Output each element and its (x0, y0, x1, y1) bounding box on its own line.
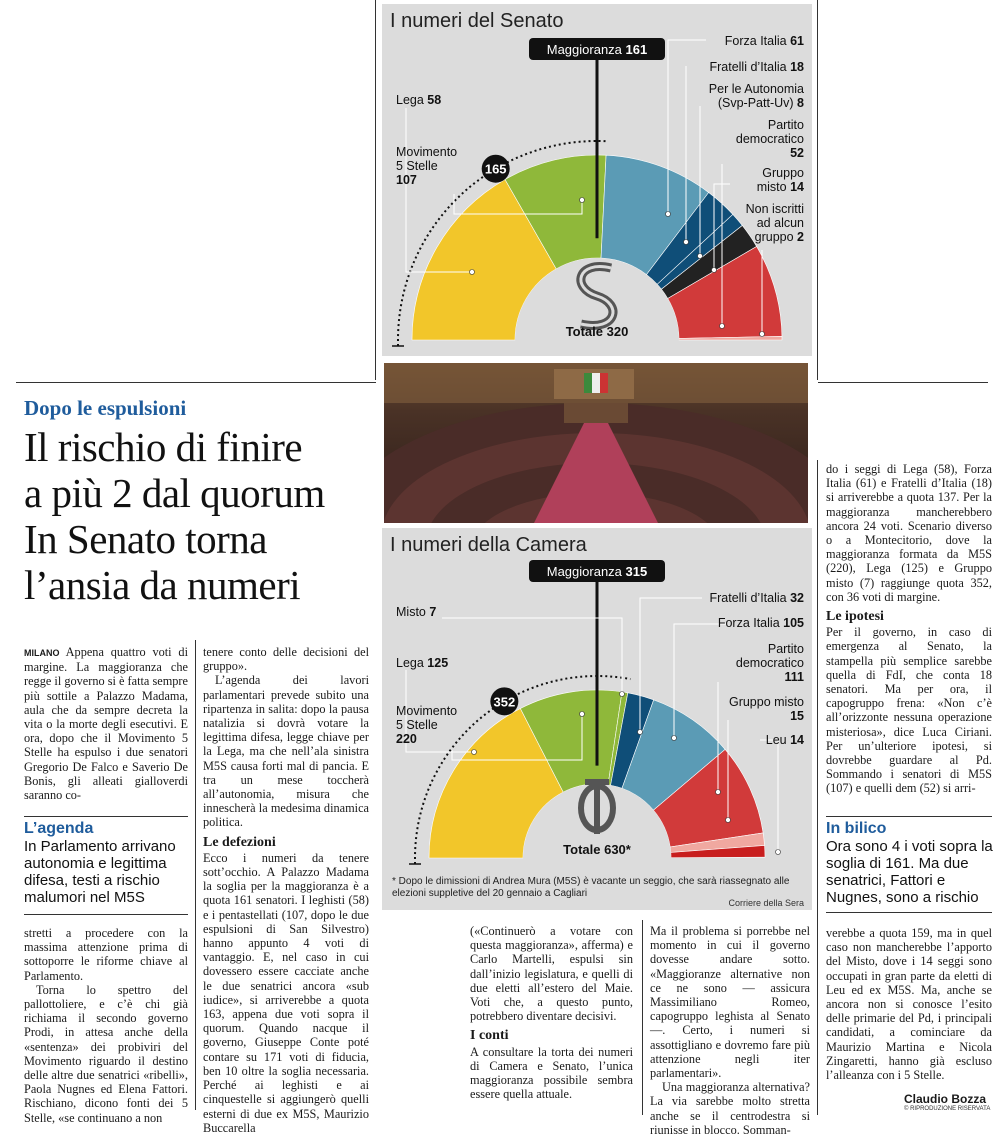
label-text: Fratelli d’Italia (709, 60, 787, 74)
camera-chart-title: I numeri della Camera (390, 534, 587, 556)
column-rule (195, 640, 196, 1110)
leader-line (442, 618, 622, 694)
label-gruppo-misto (729, 695, 804, 723)
leader-dot (620, 692, 625, 697)
leader-dot (684, 240, 689, 245)
leader-dot (726, 818, 731, 823)
label-leu (766, 733, 804, 747)
label-value: 220 (396, 732, 417, 746)
box-rule (24, 914, 188, 915)
majority-value: 161 (625, 42, 648, 57)
byline: Claudio Bozza (904, 1092, 987, 1106)
copyright-notice: © RIPRODUZIONE RISERVATA (904, 1106, 991, 1112)
label-value: 7 (429, 605, 437, 619)
label-pd (736, 118, 804, 160)
body-paragraph: verebbe a quota 159, ma in quel caso non mancherebbe l’apporto del Misto, dove i 14 seggi sono occupati in gran parte da eletti di Leu ed ex M5S. Ma, anche se ancora non si conosce l’esito delle primarie del Pd, i principali candidati, a cominciare da Maurizio Martina e Nicola Zingaretti, hanno già escluso l’alleanza con i 5 Stelle. (826, 926, 992, 1083)
label-value: 107 (396, 173, 417, 187)
bilico-box (826, 820, 994, 906)
box-rule (24, 816, 188, 817)
senate-chart-title: I numeri del Senato (390, 10, 564, 32)
total-label: Totale 630* (563, 842, 631, 857)
section-rule (818, 382, 988, 383)
label-value: 105 (783, 616, 804, 630)
body-paragraph: L’agenda dei lavori parlamentari prevede subito una ripartenza in salita: dopo la pausa natalizia si dovrà votare la legittima difesa, legge chiave per la Lega, ma che nell’ala sinistra M5S causa forti mal di pancia. E tra un mese toccherà all’autonomia, misura che innescherà la medesima dinamica politica. (203, 673, 369, 830)
article-column-5-top (826, 462, 992, 796)
label-text: Non iscritti (745, 202, 804, 216)
body-paragraph: Torna lo spettro del pallottoliere, e c’è chi già richiama il secondo governo Prodi, in attesa anche della «sentenza» dei probiviri del Movimento riguardo il destino delle altre due senatrici «ribelli», Paola Nugnes ed Elena Fattori. Rischiano, dicono fonti dei 5 Stelle, «se continuano a non (24, 982, 188, 1125)
label-fdi (709, 591, 804, 605)
body-paragraph: stretti a procedere con la massima attenzione prima di sottoporre le riforme chiave al Parlamento. (24, 926, 188, 983)
label-text: Fratelli d’Italia (709, 591, 787, 605)
body-paragraph: («Continuerò a votare con questa maggioranza», afferma) e Carlo Martelli, espulsi sin dall’inizio legislatura, e quelli di due eletti all’estero del Maie. Voti che, a questo punto, potrebbero diventare decisivi. (470, 924, 633, 1024)
photo-illustration (384, 363, 808, 523)
label-value: 18 (790, 60, 804, 74)
label-text: Partito (767, 118, 804, 132)
label-text: Movimento (396, 145, 458, 159)
label-text: gruppo (754, 230, 794, 244)
leader-dot (712, 268, 717, 273)
label-text: Per le Autonomia (708, 82, 804, 96)
label-text: Partito (767, 642, 804, 656)
label-text: (Svp-Patt-Uv) (717, 96, 794, 110)
label-misto (396, 605, 436, 619)
leader-dot (638, 730, 643, 735)
body-paragraph: Ma il problema si porrebbe nel momento in cui il governo dovesse andare sotto. «Maggioranze alternative non ce ne sono — assicura Massimiliano Romeo, capogruppo leghista al Senato —. Certo, i numeri si assottigliano e dovremo fare più attenzione negli iter parlamentari». (650, 924, 810, 1081)
kicker: Dopo le espulsioni (24, 396, 187, 420)
chart-credit: Corriere della Sera (728, 898, 804, 908)
label-fi (725, 34, 804, 48)
label-m5s (396, 145, 457, 187)
label-m5s (396, 704, 457, 746)
article-column-2 (203, 645, 369, 1135)
agenda-box (24, 820, 190, 906)
label-text: Forza Italia (717, 616, 780, 630)
leader-dot (776, 850, 781, 855)
label-lega (396, 93, 441, 107)
label-misto (757, 166, 804, 194)
label-text: Gruppo (762, 166, 804, 180)
body-paragraph: tenere conto delle decisioni del gruppo». (203, 645, 369, 674)
label-fdi (709, 60, 804, 74)
label-text: 5 Stelle (396, 159, 438, 173)
majority-value: 315 (625, 564, 648, 579)
label-text: Leu (765, 733, 787, 747)
label-text: Movimento (396, 704, 458, 718)
label-value: 52 (790, 146, 804, 160)
article-column-1-bottom (24, 926, 188, 1125)
label-text: Gruppo misto (728, 695, 804, 709)
subheading: Le ipotesi (826, 609, 884, 625)
leader-dot (716, 790, 721, 795)
leader-dot (580, 712, 585, 717)
leader-dot (580, 198, 585, 203)
leader-dot (666, 212, 671, 217)
agenda-box-body: In Parlamento arrivano autonomia e legittima difesa, testi a rischio malumori nel M5S (24, 838, 176, 906)
label-text: Lega (396, 656, 424, 670)
headline-line: Il rischio di finire (24, 424, 303, 470)
label-text: ad alcun (756, 216, 804, 230)
subheading: Le defezioni (203, 834, 276, 850)
column-rule (817, 0, 818, 380)
body-paragraph: Ecco i numeri da tenere sott’occhio. A Palazzo Madama la soglia per la maggioranza è a quota 161 senatori. I leghisti (58) e i pentastellati (107, dopo le due espulsioni di San Silvestro) hanno appunto 4 voti di vantaggio. E, nel caso in cui dovessero essere cacciate anche le due senatrici ancora «sub iudice», si arriverebbe a quota 163, appena due voti sopra il quorum. Quando nacque il governo, Giuseppe Conte poté contare su 171 voti di fiducia, ben 10 oltre la soglia necessaria. Perché ai leghisti e ai cinquestelle si aggiungerò quelli esterni di due ex M5S, Maurizio Buccarella (203, 850, 369, 1135)
label-value: 2 (797, 230, 804, 244)
body-text: Appena quattro voti di margine. La maggioranza che regge il governo si è fatta sempre più sottile a Palazzo Madama, aula che da sempre decreta la vita o la morte degli esecutivi. E ora, dopo che il Movimento 5 Stelle ha espulso i due senatori Gregorio De Falco e Saverio De Bonis, gli alleati gialloverdi saranno co- (24, 645, 188, 803)
article-column-1-top (24, 645, 188, 802)
body-paragraph: A consultare la torta dei numeri di Camera e Senato, l’unica maggioranza possibile sembra essere quella attuale. (470, 1044, 633, 1102)
coalition-value: 352 (493, 694, 516, 710)
label-text: democratico (735, 132, 804, 146)
label-text: misto (756, 180, 787, 194)
box-rule (826, 816, 992, 817)
headline-line: In Senato torna (24, 516, 267, 562)
label-value: 14 (790, 733, 804, 747)
box-rule (826, 912, 992, 913)
label-non-iscritti (746, 202, 804, 244)
subheading: I conti (470, 1028, 509, 1044)
headline-line: a più 2 dal quorum (24, 470, 325, 516)
body-paragraph: Una maggioranza alternativa? La via sarebbe molto stretta anche se il centrodestra si riunisse in blocco. Somman- (650, 1080, 810, 1137)
body-paragraph: Per il governo, in caso di emergenza al Senato, la stampella più semplice sarebbe quella di FdI, che conta 18 senatori. Ma per ora, il capogruppo frena: «Non c’è all’orizzonte nessuna operazione misteriosa», dice Luca Ciriani. Per un’ulteriore ipotesi, si dovrebbe guardare al Pd. Sommando i senatori di M5S (107) e quelli dem (52) si arri- (826, 625, 992, 796)
article-column-5-bottom (826, 926, 992, 1082)
senate-chamber-photo (384, 363, 808, 523)
majority-label: Maggioranza 161 (546, 42, 648, 57)
leader-dot (720, 324, 725, 329)
label-fi (718, 616, 804, 630)
label-autonomia (709, 82, 804, 110)
body-paragraph: do i seggi di Lega (58), Forza Italia (61) e Fratelli d’Italia (18) si arriverebbe a quota 137. Per la maggioranza mancherebbero ancora 24 voti. Scenario diverso o a Montecitorio, dove la maggioranza formata da M5S (220), Lega (125) e Gruppo misto (7) raggiunge quota 352, con 36 voti di margine. (826, 462, 992, 604)
article-column-3 (470, 924, 633, 1101)
label-value: 61 (790, 34, 804, 48)
headline-line: l’ansia da numeri (24, 562, 301, 608)
label-text: Forza Italia (724, 34, 787, 48)
leader-dot (472, 750, 477, 755)
dateline: MILANO (24, 648, 60, 658)
label-value: 14 (790, 180, 804, 194)
label-text: Misto (396, 605, 426, 619)
bilico-box-title: In bilico (826, 820, 887, 837)
leader-dot (672, 736, 677, 741)
chart-footnote: * Dopo le dimissioni di Andrea Mura (M5S) è vacante un seggio, che sarà riassegnato alle elezioni suppletive del 20 gennaio a Cagliari (392, 876, 790, 899)
column-rule (817, 460, 818, 1115)
label-value: 111 (784, 670, 804, 684)
section-rule (16, 382, 376, 383)
label-value: 15 (790, 709, 804, 723)
label-lega (396, 656, 448, 670)
leader-dot (470, 270, 475, 275)
total-label: Totale 320 (565, 324, 629, 339)
label-pd (736, 642, 804, 684)
label-value: 125 (427, 656, 449, 670)
label-text: Lega (396, 93, 424, 107)
label-value: 32 (790, 591, 804, 605)
column-rule (642, 920, 643, 1115)
camera-infographic (382, 528, 812, 910)
majority-label: Maggioranza 315 (546, 564, 648, 579)
leader-dot (698, 254, 703, 259)
label-value: 58 (427, 93, 442, 107)
label-value: 8 (797, 96, 804, 110)
agenda-box-title: L’agenda (24, 820, 94, 837)
senate-infographic (382, 4, 812, 356)
coalition-value: 165 (484, 161, 507, 177)
leader-dot (760, 332, 765, 337)
headline (24, 424, 374, 608)
bilico-box-body: Ora sono 4 i voti sopra la soglia di 161. Ma due senatrici, Fattori e Nugnes, sono a rischio (826, 838, 993, 906)
article-column-4 (650, 924, 810, 1137)
column-rule (375, 0, 376, 380)
label-text: 5 Stelle (396, 718, 438, 732)
label-text: democratico (735, 656, 804, 670)
